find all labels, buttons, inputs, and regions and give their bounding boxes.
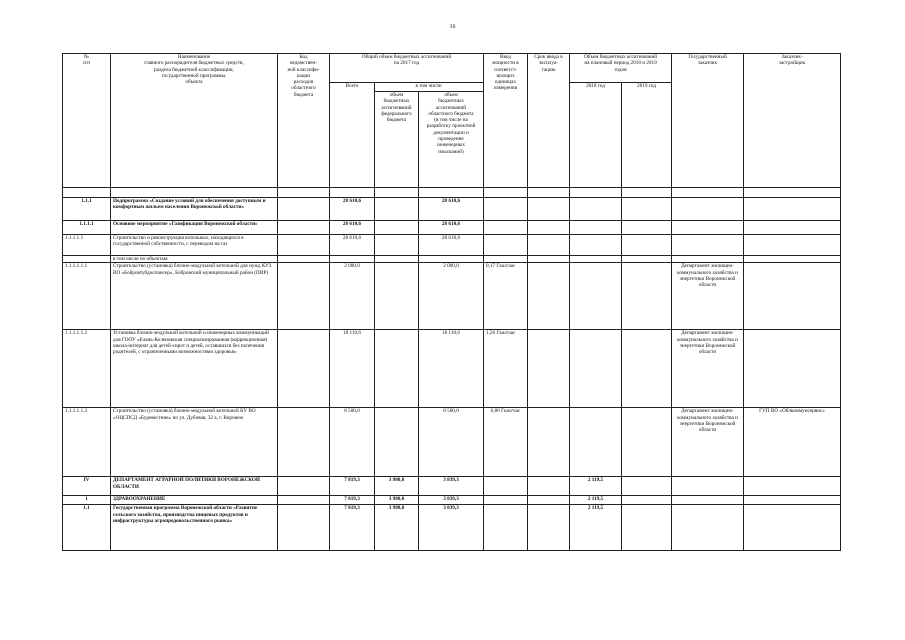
cell-num: 1.1.1.1.1.2 [63, 330, 111, 408]
header-customer: Государственный заказчик [672, 54, 744, 188]
header-2018: 2018 год [570, 83, 622, 188]
table-row [63, 263, 841, 330]
cell-y2019 [622, 198, 672, 221]
cell-y2019 [622, 477, 672, 496]
table-row [63, 496, 841, 505]
cell-regional: 2 000,0 [419, 263, 484, 330]
table-row [63, 188, 841, 198]
cell-capacity: 0,86 Гкал/час [484, 408, 528, 477]
cell-customer [672, 235, 744, 256]
cell-developer [744, 477, 841, 496]
cell-federal [375, 221, 419, 235]
cell-name: Государственная программа Воронежской области «Развитие сельского хозяйства, производства пищевых продуктов и инфраструктуры агропродовольственного рынка» [111, 505, 278, 551]
table-row [63, 505, 841, 551]
cell-name: ДЕПАРТАМЕНТ АГРАРНОЙ ПОЛИТИКИ ВОРОНЕЖСКОЙ ОБЛАСТИ [111, 477, 278, 496]
header-term: Срок ввода в эксплуа- тацию [528, 54, 570, 188]
cell-total: 18 110,6 [330, 330, 375, 408]
cell-capacity [484, 496, 528, 505]
cell-developer: ГУП ВО «Облкоммунсервис» [744, 408, 841, 477]
cell-y2018: 2 119,5 [570, 505, 622, 551]
cell-total: 8 500,0 [330, 408, 375, 477]
cell-customer [672, 477, 744, 496]
header-plan-group: Объем бюджетных ассигнований на плановый период 2018 и 2019 годов [570, 54, 672, 83]
cell-developer [744, 221, 841, 235]
cell-developer [744, 505, 841, 551]
cell-customer [672, 198, 744, 221]
cell-num [63, 256, 111, 263]
cell-capacity [484, 221, 528, 235]
cell-code [278, 330, 330, 408]
cell-regional: 28 610,6 [419, 235, 484, 256]
cell-y2018 [570, 235, 622, 256]
header-code: Код ведомствен- ной классифи- кации расходов областного бюджета [278, 54, 330, 188]
cell-y2018 [570, 408, 622, 477]
cell-code [278, 221, 330, 235]
table-row [63, 256, 841, 263]
cell-term [528, 496, 570, 505]
cell-term [528, 256, 570, 263]
cell-total [330, 256, 375, 263]
cell-y2018 [570, 198, 622, 221]
table-row [63, 477, 841, 496]
cell-total: 28 610,6 [330, 235, 375, 256]
page-number: 16 [449, 24, 456, 30]
cell-code [278, 198, 330, 221]
cell-name: Подпрограмма «Создание условий для обеспечения доступным и комфортным жильем населения Воронежской области» [111, 198, 278, 221]
cell-capacity [484, 198, 528, 221]
cell-capacity [484, 188, 528, 198]
cell-regional: 28 610,6 [419, 198, 484, 221]
table-row [63, 235, 841, 256]
cell-y2019 [622, 263, 672, 330]
cell-federal [375, 330, 419, 408]
cell-name: Строительство и реконструкция котельных, находящихся в государственной собственности, с переводом на газ [111, 235, 278, 256]
header-name: Наименование главного распорядителя бюджетных средств, раздела бюджетной классификации, государственной программы, объекта [111, 54, 278, 188]
cell-y2018 [570, 263, 622, 330]
cell-federal [375, 235, 419, 256]
budget-table [62, 53, 841, 551]
cell-term [528, 477, 570, 496]
cell-term [528, 198, 570, 221]
cell-y2018 [570, 330, 622, 408]
cell-federal: 3 980,0 [375, 505, 419, 551]
cell-code [278, 188, 330, 198]
cell-federal [375, 256, 419, 263]
cell-developer [744, 496, 841, 505]
cell-code [278, 477, 330, 496]
cell-y2019 [622, 235, 672, 256]
cell-federal [375, 198, 419, 221]
header-num: № п/п [63, 54, 111, 188]
cell-code [278, 256, 330, 263]
cell-y2019 [622, 330, 672, 408]
cell-num: 1.1 [63, 505, 111, 551]
cell-regional: 8 500,0 [419, 408, 484, 477]
cell-capacity [484, 505, 528, 551]
cell-total: 7 819,3 [330, 505, 375, 551]
cell-y2018 [570, 188, 622, 198]
cell-capacity [484, 235, 528, 256]
cell-regional: 3 839,3 [419, 496, 484, 505]
cell-code [278, 496, 330, 505]
cell-capacity: 1,26 Гкал/час [484, 330, 528, 408]
cell-customer: Департамент жилищно-коммунального хозяйства и энергетики Воронежской области [672, 408, 744, 477]
cell-developer [744, 330, 841, 408]
cell-regional: 28 610,6 [419, 221, 484, 235]
cell-code [278, 235, 330, 256]
cell-y2019 [622, 496, 672, 505]
table-row [63, 408, 841, 477]
cell-regional [419, 188, 484, 198]
cell-y2018 [570, 256, 622, 263]
header-row [63, 54, 841, 83]
cell-term [528, 330, 570, 408]
cell-name: в том числе по объектам: [111, 256, 278, 263]
header-total-group: Общий объем бюджетных ассигнований на 2017 год [330, 54, 484, 83]
cell-customer [672, 505, 744, 551]
cell-name: Установка блочно-модульной котельной и инженерных коммуникаций для ГООУ «Елань-Коленовская специализированная (коррекционная) школа-интернат для детей-сирот и детей, оставшихся без попечения родителей, с ограниченными возможностями здоровья» [111, 330, 278, 408]
cell-federal [375, 408, 419, 477]
header-2019: 2019 год [622, 83, 672, 188]
cell-total: 28 610,6 [330, 198, 375, 221]
cell-code [278, 408, 330, 477]
cell-num [63, 188, 111, 198]
cell-name: Строительство (установка) блочно-модульной котельной КУ ВО «ОЦСПСД «Буревестник» по ул. Дубовая, 32 а, г. Воронеж [111, 408, 278, 477]
cell-total: 2 000,0 [330, 263, 375, 330]
cell-y2018 [570, 221, 622, 235]
cell-name: Основное мероприятие «Газификация Воронежской области» [111, 221, 278, 235]
cell-developer [744, 188, 841, 198]
cell-y2019 [622, 188, 672, 198]
cell-term [528, 263, 570, 330]
cell-num: 1.1.1 [63, 198, 111, 221]
cell-term [528, 235, 570, 256]
header-capacity: Ввод мощности в соответст- вующих единицах измерения [484, 54, 528, 188]
cell-capacity [484, 256, 528, 263]
cell-y2019 [622, 221, 672, 235]
cell-term [528, 221, 570, 235]
cell-federal: 3 980,0 [375, 477, 419, 496]
cell-developer [744, 235, 841, 256]
cell-total: 7 819,3 [330, 496, 375, 505]
cell-customer [672, 496, 744, 505]
cell-code [278, 263, 330, 330]
cell-num: 1 [63, 496, 111, 505]
cell-federal [375, 188, 419, 198]
cell-regional [419, 256, 484, 263]
cell-term [528, 408, 570, 477]
cell-regional: 3 839,3 [419, 477, 484, 496]
cell-num: 1.1.1.1.1.1 [63, 263, 111, 330]
cell-federal: 3 980,0 [375, 496, 419, 505]
cell-developer [744, 198, 841, 221]
table-row [63, 221, 841, 235]
cell-capacity: 0,17 Гкал/час [484, 263, 528, 330]
header-federal: объем бюджетных ассигнований федерального бюджета [375, 92, 419, 188]
cell-customer: Департамент жилищно-коммунального хозяйства и энергетики Воронежской области [672, 263, 744, 330]
cell-capacity [484, 477, 528, 496]
cell-total: 28 610,6 [330, 221, 375, 235]
header-regional: объем бюджетных ассигнований областного бюджета (в том числе на разработку проектной документации и проведение инженерных изысканий) [419, 92, 484, 188]
cell-y2019 [622, 505, 672, 551]
table-row [63, 198, 841, 221]
cell-name: Строительство (установка) блочно-модульной котельной для нужд КУЗ ВО «Бобровтубдиспансер», Бобровский муниципальный район (ПИР) [111, 263, 278, 330]
cell-y2019 [622, 408, 672, 477]
cell-customer [672, 188, 744, 198]
header-developer: Заказчик- застройщик [744, 54, 841, 188]
header-including: в том числе: [375, 83, 484, 92]
cell-y2018: 2 119,5 [570, 496, 622, 505]
cell-num: 1.1.1.1.1.3 [63, 408, 111, 477]
cell-regional: 18 110,6 [419, 330, 484, 408]
cell-code [278, 505, 330, 551]
cell-num: IV [63, 477, 111, 496]
table-row [63, 330, 841, 408]
cell-total: 7 819,3 [330, 477, 375, 496]
header-total: Всего [330, 83, 375, 188]
cell-name [111, 188, 278, 198]
cell-y2018: 2 119,5 [570, 477, 622, 496]
cell-name: ЗДРАВООХРАНЕНИЕ [111, 496, 278, 505]
cell-customer: Департамент жилищно-коммунального хозяйства и энергетики Воронежской области [672, 330, 744, 408]
cell-y2019 [622, 256, 672, 263]
cell-customer [672, 221, 744, 235]
cell-regional: 3 839,3 [419, 505, 484, 551]
cell-customer [672, 256, 744, 263]
cell-total [330, 188, 375, 198]
cell-developer [744, 256, 841, 263]
cell-federal [375, 263, 419, 330]
cell-num: 1.1.1.1 [63, 221, 111, 235]
cell-developer [744, 263, 841, 330]
cell-num: 1.1.1.1.1 [63, 235, 111, 256]
cell-term [528, 505, 570, 551]
cell-term [528, 188, 570, 198]
